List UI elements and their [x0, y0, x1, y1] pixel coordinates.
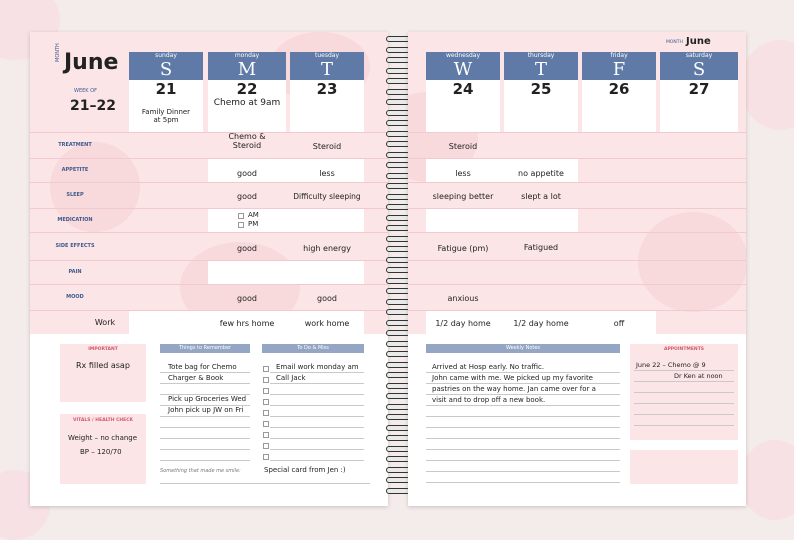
day-notes-area	[426, 98, 500, 132]
ruled-line	[160, 427, 250, 428]
things-line: John pick up JW on Fri	[168, 406, 244, 414]
spiral-coil	[386, 57, 410, 63]
ruled-line	[426, 372, 620, 373]
entry-wednesday-work: 1/2 day home	[435, 319, 491, 328]
spiral-coil	[386, 488, 410, 494]
weekly-notes-header: Weekly Notes	[426, 344, 620, 353]
background-flower	[740, 40, 794, 130]
row-divider	[408, 182, 746, 183]
ruled-line	[160, 372, 250, 373]
entry-monday-treatment: Chemo & Steroid	[228, 132, 266, 150]
entry-tuesday-appetite: less	[319, 169, 335, 178]
important-text: Rx filled asap	[76, 361, 130, 370]
medication-am-checkbox[interactable]	[238, 213, 244, 219]
spiral-coil	[386, 477, 410, 483]
spiral-coil	[386, 204, 410, 210]
ruled-line	[160, 405, 250, 406]
spiral-coil	[386, 183, 410, 189]
ruled-line	[270, 372, 364, 373]
important-label: IMPORTANT	[88, 347, 118, 352]
entry-thursday-sleep: slept a lot	[521, 192, 561, 201]
appointments-label: APPOINTMENTS	[663, 347, 705, 352]
spiral-coil	[386, 404, 410, 410]
row-divider	[30, 182, 388, 183]
row-label-mood: MOOD	[66, 294, 84, 300]
spiral-coil	[386, 446, 410, 452]
spiral-coil	[386, 330, 410, 336]
ruled-line	[634, 370, 734, 371]
entry-thursday-work: 1/2 day home	[513, 319, 569, 328]
row-label-work: Work	[94, 318, 116, 327]
row-label-treatment: TREATMENT	[58, 142, 92, 148]
entry-monday-work: few hrs home	[219, 319, 275, 328]
ruled-line	[160, 394, 250, 395]
day-notes-area	[504, 98, 578, 132]
spiral-coil	[386, 456, 410, 462]
entry-monday-sleep: good	[237, 192, 257, 201]
todo-checkbox[interactable]	[263, 366, 269, 372]
month-label-right: MONTH	[666, 40, 683, 45]
spiral-coil	[386, 141, 410, 147]
spiral-binding	[386, 36, 410, 498]
ruled-line	[634, 403, 734, 404]
notes-line: pastries on the way home. Jan came over for a	[432, 385, 596, 393]
ruled-line	[426, 405, 620, 406]
todo-checkbox[interactable]	[263, 388, 269, 394]
entry-tuesday-work: work home	[304, 319, 350, 328]
row-divider	[408, 260, 746, 261]
ruled-line	[634, 414, 734, 415]
ruled-line	[426, 471, 620, 472]
row-divider	[30, 284, 388, 285]
ruled-line	[270, 405, 364, 406]
entry-wednesday-treatment: Steroid	[448, 142, 478, 151]
row-divider	[408, 310, 746, 311]
notes-line: Arrived at Hosp early. No traffic.	[432, 363, 545, 371]
month-title-right: June	[686, 36, 711, 47]
ruled-line	[426, 416, 620, 417]
planner-right-page	[408, 32, 746, 506]
spiral-coil	[386, 425, 410, 431]
row-divider	[408, 284, 746, 285]
vitals-label: VITALS / HEALTH CHECK	[72, 418, 134, 423]
things-line: Charger & Book	[168, 374, 224, 382]
ruled-line	[160, 438, 250, 439]
ruled-line	[426, 383, 620, 384]
spiral-coil	[386, 299, 410, 305]
date-sunday: 21	[129, 80, 203, 98]
spiral-coil	[386, 99, 410, 105]
row-divider	[408, 158, 746, 159]
spiral-coil	[386, 320, 410, 326]
todo-line: Call Jack	[276, 374, 306, 382]
ruled-line	[270, 460, 364, 461]
entry-thursday-appetite: no appetite	[518, 169, 564, 178]
row-white	[208, 260, 364, 284]
spiral-coil	[386, 309, 410, 315]
spiral-coil	[386, 467, 410, 473]
medication-pm-label: PM	[248, 220, 259, 228]
things-line: Tote bag for Chemo	[168, 363, 237, 371]
smile-text: Special card from Jen :)	[264, 466, 346, 474]
entry-tuesday-treatment: Steroid	[312, 142, 342, 151]
spiral-coil	[386, 194, 410, 200]
ruled-line	[270, 438, 364, 439]
ruled-line	[634, 392, 734, 393]
day-header-tuesday: tuesday T	[290, 52, 364, 80]
row-divider	[30, 260, 388, 261]
spiral-coil	[386, 341, 410, 347]
week-of-label: WEEK OF	[74, 88, 97, 94]
planner-left-page	[30, 32, 388, 506]
date-tuesday: 23	[290, 80, 364, 98]
date-wednesday: 24	[426, 80, 500, 98]
entry-tuesday-side-effects: high energy	[303, 244, 351, 253]
month-label: MONTH	[55, 43, 61, 62]
day-header-wednesday: wednesday W	[426, 52, 500, 80]
entry-tuesday-mood: good	[317, 294, 337, 303]
ruled-line	[160, 449, 250, 450]
entry-wednesday-mood: anxious	[447, 294, 479, 303]
medication-am-label: AM	[248, 211, 259, 219]
spiral-coil	[386, 131, 410, 137]
row-divider	[408, 132, 746, 133]
row-divider	[408, 232, 746, 233]
medication-pm-checkbox[interactable]	[238, 222, 244, 228]
notes-line: John came with me. We picked up my favorite	[432, 374, 593, 382]
spiral-coil	[386, 78, 410, 84]
ruled-line	[160, 416, 250, 417]
spiral-coil	[386, 225, 410, 231]
ruled-line	[160, 383, 250, 384]
entry-monday-mood: good	[237, 294, 257, 303]
entry-monday-appetite: good	[237, 169, 257, 178]
ruled-line	[426, 482, 620, 483]
day-notes-area	[290, 98, 364, 132]
spiral-coil	[386, 173, 410, 179]
ruled-line	[426, 438, 620, 439]
row-divider	[30, 310, 388, 311]
ruled-line	[270, 449, 364, 450]
ruled-line	[634, 425, 734, 426]
ruled-line	[426, 394, 620, 395]
important-box	[60, 344, 146, 402]
extra-notes-box	[630, 450, 738, 484]
todo-checkbox[interactable]	[263, 454, 269, 460]
row-label-pain: PAIN	[68, 269, 82, 275]
day-notes-area	[582, 98, 656, 132]
spiral-coil	[386, 110, 410, 116]
entry-wednesday-appetite: less	[455, 169, 471, 178]
row-divider	[30, 232, 388, 233]
todo-line: Email work monday am	[276, 363, 359, 371]
date-friday: 26	[582, 80, 656, 98]
todo-checkbox[interactable]	[263, 399, 269, 405]
spiral-coil	[386, 152, 410, 158]
spiral-coil	[386, 36, 410, 42]
decor-blob	[638, 212, 746, 312]
ruled-line	[426, 449, 620, 450]
background-flower	[740, 440, 794, 520]
ruled-line	[270, 416, 364, 417]
todo-checkbox[interactable]	[263, 432, 269, 438]
ruled-line	[270, 427, 364, 428]
spiral-coil	[386, 414, 410, 420]
entry-thursday-side-effects: Fatigued	[523, 243, 559, 252]
spiral-coil	[386, 267, 410, 273]
smile-label: Something that made me smile:	[160, 468, 241, 474]
spiral-coil	[386, 47, 410, 53]
row-white	[208, 208, 364, 232]
ruled-line	[426, 460, 620, 461]
row-label-side-effects: SIDE EFFECTS	[55, 243, 95, 249]
date-thursday: 25	[504, 80, 578, 98]
ruled-line	[160, 460, 250, 461]
month-title: June	[64, 50, 119, 75]
week-of-value: 21–22	[70, 98, 116, 114]
day-header-monday: monday M	[208, 52, 286, 80]
row-label-medication: MEDICATION	[57, 217, 93, 223]
vitals-line-2: BP – 120/70	[80, 448, 122, 456]
spiral-coil	[386, 257, 410, 263]
vitals-line-1: Weight – no change	[68, 434, 138, 442]
day-header-friday: friday F	[582, 52, 656, 80]
entry-sunday-top: Family Dinner at 5pm	[141, 108, 191, 124]
spiral-coil	[386, 383, 410, 389]
ruled-line	[270, 394, 364, 395]
row-divider	[30, 158, 388, 159]
ruled-line	[160, 483, 370, 484]
ruled-line	[634, 381, 734, 382]
entry-monday-top: Chemo at 9am	[213, 98, 281, 108]
appointment-line-2: Dr Ken at noon	[674, 372, 723, 380]
spiral-coil	[386, 278, 410, 284]
ruled-line	[270, 383, 364, 384]
notes-line: visit and to drop off a new book.	[432, 396, 546, 404]
todo-checkbox[interactable]	[263, 443, 269, 449]
row-divider	[408, 208, 746, 209]
row-white	[426, 208, 578, 232]
day-header-thursday: thursday T	[504, 52, 578, 80]
date-monday: 22	[208, 80, 286, 98]
row-label-sleep: SLEEP	[66, 192, 84, 198]
spiral-coil	[386, 89, 410, 95]
spiral-coil	[386, 120, 410, 126]
entry-tuesday-sleep: Difficulty sleeping	[293, 192, 361, 201]
todo-checkbox[interactable]	[263, 377, 269, 383]
spiral-coil	[386, 288, 410, 294]
things-to-remember-header: Things to Remember	[160, 344, 250, 353]
entry-friday-work: off	[613, 319, 625, 328]
row-divider	[30, 208, 388, 209]
spiral-coil	[386, 362, 410, 368]
spiral-coil	[386, 351, 410, 357]
spiral-coil	[386, 246, 410, 252]
spiral-coil	[386, 372, 410, 378]
day-notes-area	[660, 98, 738, 132]
entry-wednesday-sleep: sleeping better	[432, 192, 494, 201]
spiral-coil	[386, 435, 410, 441]
todo-header: To Do & Miss	[262, 344, 364, 353]
row-label-appetite: APPETITE	[61, 167, 89, 173]
day-header-sunday: sunday S	[129, 52, 203, 80]
ruled-line	[426, 427, 620, 428]
entry-wednesday-side-effects: Fatigue (pm)	[437, 244, 489, 253]
entry-monday-side-effects: good	[237, 244, 257, 253]
spiral-coil	[386, 393, 410, 399]
spiral-coil	[386, 236, 410, 242]
date-saturday: 27	[660, 80, 738, 98]
spiral-coil	[386, 68, 410, 74]
day-header-saturday: saturday S	[660, 52, 738, 80]
appointment-line-1: June 22 – Chemo @ 9	[636, 361, 706, 369]
todo-checkbox[interactable]	[263, 410, 269, 416]
things-line: Pick up Groceries Wed	[168, 395, 247, 403]
todo-checkbox[interactable]	[263, 421, 269, 427]
spiral-coil	[386, 215, 410, 221]
spiral-coil	[386, 162, 410, 168]
